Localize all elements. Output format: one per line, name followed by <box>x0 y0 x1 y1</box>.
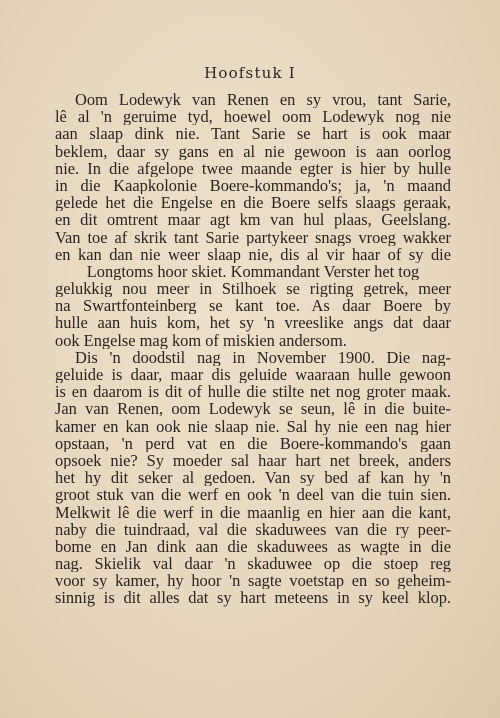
text-line: aan slaap dink nie. Tant Sarie se hart is ook maar <box>55 125 451 143</box>
text-line: en dit omtrent maar agt km van hul plaas, Geelslang. <box>55 211 451 229</box>
text-line: gelede het die Engelse en die Boere selfs slaags geraak, <box>55 194 451 212</box>
text-line: lê al 'n geruime tyd, hoewel oom Lodewyk nog nie <box>55 108 451 126</box>
text-line: sinnig is dit alles dat sy hart meteens in sy keel klop. <box>55 589 451 607</box>
text-line: Oom Lodewyk van Renen en sy vrou, tant Sarie, <box>75 91 451 109</box>
text-line: nie. In die afgelope twee maande egter is hier by hulle <box>55 159 451 177</box>
text-line: ook Engelse mag kom of miskien andersom. <box>55 331 347 349</box>
text-line: het hy dit seker al gedoen. Van sy bed af kan hy 'n <box>55 469 451 487</box>
text-line: geluide is daar, maar dis geluide waaraan hulle gewoon <box>55 366 451 384</box>
text-line: groot stuk van die werf en ook 'n deel van die tuin sien. <box>55 486 451 504</box>
text-line: voor sy kamer, hy hoor 'n sagte voetstap en so geheim- <box>55 572 451 590</box>
text-line: Dis 'n doodstil nag in November 1900. Die nag- <box>75 348 451 366</box>
text-line: naby die tuindraad, val die skaduwees van die ry peer- <box>55 520 451 538</box>
text-line: Longtoms hoor skiet. Kommandant Verster het tog <box>86 262 420 281</box>
chapter-heading: Hoofstuk I <box>204 64 296 82</box>
text-line: Van toe af skrik tant Sarie partykeer snags vroeg wakker <box>55 228 451 246</box>
text-line: gelukkig nou meer in Stilhoek se rigting getrek, meer <box>55 280 451 298</box>
text-line: na Swartfonteinberg se kant toe. As daar Boere by <box>55 297 451 315</box>
text-line: opsoek nie? Sy moeder sal haar hart net breek, anders <box>55 451 451 470</box>
text-line: bome en Jan dink aan die skaduwees as wagte in die <box>55 537 451 556</box>
text-line: beklem, daar sy gans en al nie gewoon is aan oorlog <box>55 142 451 160</box>
chapter-text <box>55 91 451 607</box>
text-line: nag. Skielik val daar 'n skaduwee op die stoep reg <box>55 555 451 573</box>
text-line: Jan van Renen, oom Lodewyk se seun, lê in die buite- <box>55 400 451 418</box>
text-line: hulle aan huis kom, het sy 'n vreeslike angs dat daar <box>55 314 451 332</box>
text-line: en kan dan nie weer slaap nie, dis al vir haar of sy die <box>55 245 451 263</box>
text-line: is en daarom is dit of hulle die stilte net nog groter maak. <box>55 383 451 401</box>
text-line: in die Kaapkolonie Boere-kommando's; ja, 'n maand <box>55 176 451 195</box>
text-line: kamer en kan ook nie slaap nie. Sal hy nie een nag hier <box>55 417 451 435</box>
text-line: Melkwit lê die werf in die maanlig en hier aan die kant, <box>55 503 451 521</box>
text-line: opstaan, 'n perd vat en die Boere-kommando's gaan <box>55 434 451 452</box>
